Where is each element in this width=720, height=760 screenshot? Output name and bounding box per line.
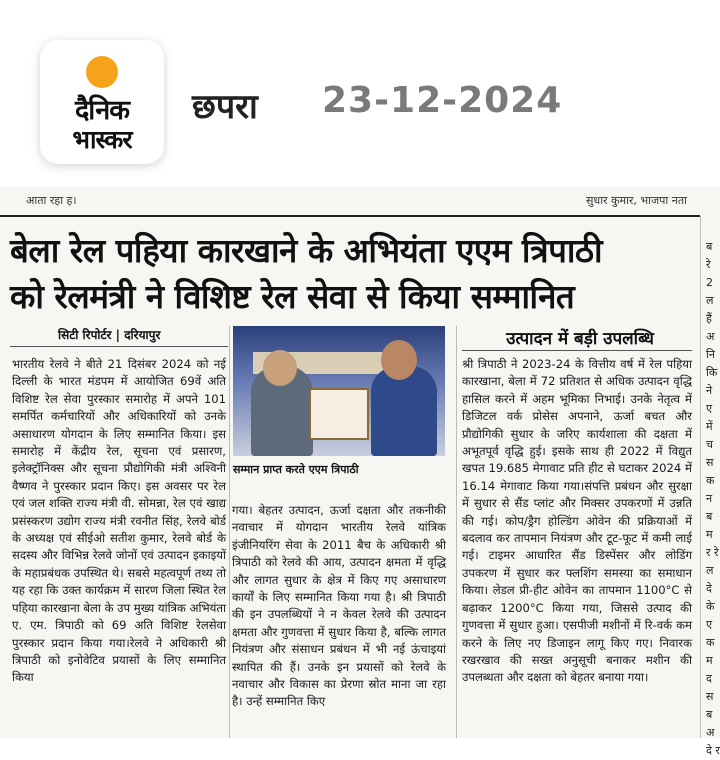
cut-text-top-left: आता रहा ह। — [26, 194, 77, 207]
photo-minister-head — [263, 350, 297, 386]
top-divider — [0, 215, 700, 217]
column-divider-2 — [456, 326, 457, 738]
photo-awardee-head — [381, 340, 417, 380]
column-divider-1 — [229, 326, 230, 738]
column-divider-3 — [700, 216, 701, 738]
article-column-right: श्री त्रिपाठी ने 2023-24 के वित्तीय वर्ष में रेल पहिया कारखाना, बेला में 72 प्रतिशत से अधिक उत्पादन वृद्धि हासिल करने में अहम भूमिका निभाई। उनके नेतृत्व में डिजिटल वर्क प्रोसेस अपनाने, ऊर्जा बचत और प्रौद्योगिकी सुधार के जरिए कार्यशाला की दक्षता में अभूतपूर्व वृद्धि हुई। इसके साथ ही 2022 में विद्युत खपत 19.685 मेगावाट प्रति हीट से घटाकर 2024 में 16.14 मेगावाट किया गया।संपत्ति प्रबंधन और सुरक्षा में सुधार से सैंड प्लांट और मिक्सर उपकरणों में उन्नति की गई। कोप/ड्रैग होल्डिंग ओवेन की प्रक्रियाओं में बदलाव कर तापमान नियंत्रण और टूट-फूट में कमी लाई गई। टाइमर आधारित सैंड डिस्पेंसर और लोडिंग उपकरण में सुधार कर फ्लशिंग समस्या का समाधान किया। लेडल प्री-हीट ओवेन का तापमान 1100°C से बढ़ाकर 1200°C किया गया, जिससे उत्पाद की गुणवत्ता में सुधार हुआ। एसपीजी मशीनों में रि-वर्क कम करने के लिए नए डिजाइन लागू किए गए। निवारक रखरखाव की सख्त अनुसूची बनाकर मशीन की उपलब्धता और दक्षता को बेहतर बनाया गया। — [462, 357, 692, 685]
subheading-production: उत्पादन में बड़ी उपलब्धि — [506, 329, 654, 349]
photo-caption: सम्मान प्राप्त करते एएम त्रिपाठी — [233, 463, 359, 476]
sun-icon — [86, 56, 118, 88]
logo-text-line2: भास्कर — [72, 125, 132, 154]
newspaper-clipping — [0, 186, 720, 757]
clipping-header — [0, 0, 720, 186]
headline-line-1: बेला रेल पहिया कारखाने के अभियंता एएम त्रिपाठी — [10, 231, 603, 270]
photo-certificate — [309, 388, 369, 440]
award-photo — [233, 326, 445, 456]
article-column-middle: गया। बेहतर उत्पादन, ऊर्जा दक्षता और तकनीकी नवाचार में योगदान भारतीय रेलवे यांत्रिक इंजीनियरिंग सेवा के 2011 बैच के अधिकारी श्री त्रिपाठी को रेलवे की आय, उत्पादन क्षमता में वृद्धि और लागत सुधार के क्षेत्र में किए गए असाधारण कार्यों के लिए सम्मानित किया गया है। श्री त्रिपाठी की इन उपलब्धियों ने न केवल रेलवे की उत्पादन क्षमता और गुणवत्ता में सुधार किया है, बल्कि लागत नियंत्रण और संसाधन प्रबंधन में भी नई ऊंचाइयां स्थापित की हैं। उनके इन प्रयासों को रेलवे के नवाचार और विकास का प्रेरणा स्रोत माना जा रहा है। उन्हें सम्मानित किए — [232, 503, 446, 709]
dainik-bhaskar-logo — [40, 40, 164, 164]
cut-column-edge: ब रे 2 ल हैं अ नि कि ने ए में च स क न ब म र रे ल दे के ए क म द स ब अ दे र — [706, 240, 720, 757]
headline-line-2: को रेलमंत्री ने विशिष्ट रेल सेवा से किया सम्मानित — [10, 277, 575, 316]
edition-date: 23-12-2024 — [322, 80, 563, 121]
edition-city: छपरा — [192, 87, 258, 127]
cut-text-top-right: सुधार कुमार, भाजपा नता — [586, 194, 687, 207]
byline: सिटी रिपोर्टर | दरियापुर — [58, 328, 161, 342]
subheading-divider — [462, 350, 692, 351]
article-column-left: भारतीय रेलवे ने बीते 21 दिसंबर 2024 को नई दिल्ली के भारत मंडपम में आयोजित 69वें अति विशिष्ट रेल सेवा पुरस्कार समारोह में अपने 101 समर्पित कर्मचारियों और अधिकारियों को उनके असाधारण योगदान के लिए सम्मानित किया। इस समारोह में केंद्रीय रेल, सूचना एवं प्रसारण, इलेक्ट्रॉनिक्स और सूचना प्रौद्योगिकी मंत्री अश्विनी वैष्णव ने पुरस्कार प्रदान किए। इस अवसर पर रेल एवं जल शक्ति राज्य मंत्री वी. सोमन्ना, रेल एवं खाद्य प्रसंस्करण उद्योग राज्य मंत्री रवनीत सिंह, रेलवे बोर्ड के अध्यक्ष एवं सीईओ सतीश कुमार, रेलवे बोर्ड के सदस्य और विभिन्न रेलवे जोनों एवं उत्पादन इकाइयों के महाप्रबंधक उपस्थित थे। सबसे महत्वपूर्ण तथ्य तो यह रहा कि उक्त कार्यक्रम में सारण जिला स्थित रेल पहिया कारखाना बेला के उप मुख्य यांत्रिक अभियंता ए. एम. त्रिपाठी को 69 अति विशिष्ट रेलसेवा पुरस्कार प्रदान किया गया।रेलवे ने अधिकारी श्री त्रिपाठी को इनोवेटिव प्रयासों के लिए सम्मानित किया — [12, 357, 226, 685]
byline-divider — [10, 346, 228, 347]
logo-text-line1: दैनिक — [74, 95, 130, 126]
photo-awardee — [371, 366, 437, 456]
